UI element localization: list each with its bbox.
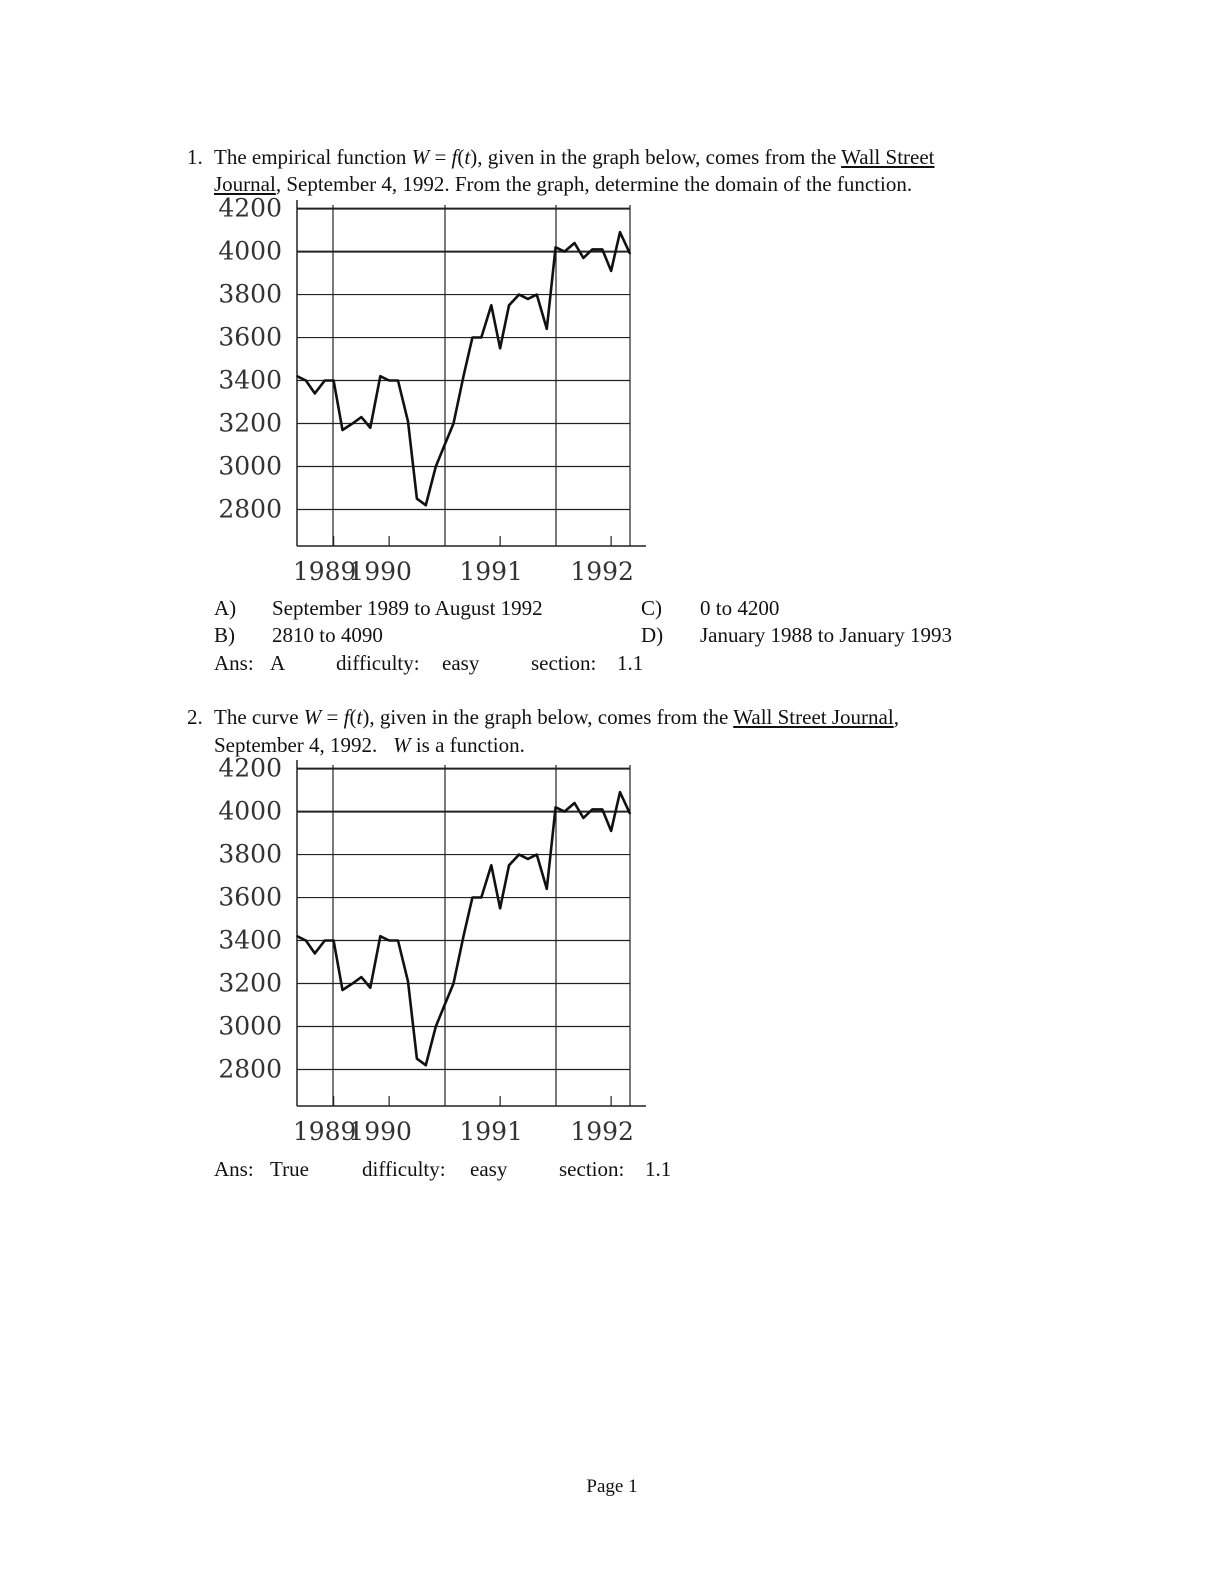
data-point <box>490 865 492 867</box>
question-1-line-2: Journal, September 4, 1992. From the graph, determine the domain of the function. <box>214 172 913 196</box>
choice-a-text: September 1989 to August 1992 <box>272 596 543 620</box>
data-point <box>361 976 363 978</box>
x-tick-label: 1989 <box>292 1117 357 1146</box>
question-1-ans-value: A <box>270 651 286 675</box>
data-point <box>397 380 399 382</box>
data-point <box>490 305 492 307</box>
x-tick-label: 1991 <box>459 557 523 586</box>
data-point <box>369 427 371 429</box>
data-point <box>536 294 538 296</box>
question-2-chart-svg <box>214 753 650 1146</box>
data-point <box>379 375 381 377</box>
choice-a-letter: A) <box>214 596 237 620</box>
data-point <box>610 270 612 272</box>
data-point <box>342 429 344 431</box>
data-point <box>416 498 418 500</box>
x-tick-label: 1992 <box>570 1117 634 1146</box>
x-tick-label: 1991 <box>459 1117 523 1146</box>
data-point <box>591 809 593 811</box>
data-point <box>369 987 371 989</box>
data-point <box>472 897 474 899</box>
question-2-difficulty-label: difficulty: <box>362 1157 446 1181</box>
y-tick-label: 4000 <box>218 796 282 826</box>
data-point <box>583 817 585 819</box>
data-point <box>305 940 307 942</box>
data-point <box>555 246 557 248</box>
data-point <box>361 416 363 418</box>
question-1-line-1: The empirical function W = f(t), given in the graph below, comes from the Wall Street <box>214 145 935 169</box>
source-journal-link: Wall Street Journal <box>733 705 894 729</box>
data-point <box>629 253 631 255</box>
x-tick-label: 1990 <box>348 1117 412 1146</box>
series-line <box>297 232 630 505</box>
question-2-section-label: section: <box>559 1157 625 1181</box>
data-point <box>425 504 427 506</box>
y-tick-label: 3800 <box>218 279 282 309</box>
question-2-difficulty-value: easy <box>470 1157 508 1181</box>
question-1-difficulty-value: easy <box>442 651 480 675</box>
data-point <box>425 1064 427 1066</box>
data-point <box>591 249 593 251</box>
data-point <box>536 854 538 856</box>
data-point <box>480 337 482 339</box>
x-tick-label: 1989 <box>292 557 357 586</box>
y-tick-label: 3000 <box>218 451 282 481</box>
choice-d-letter: D) <box>641 623 664 647</box>
choice-b-text: 2810 to 4090 <box>272 623 383 647</box>
data-point <box>324 940 326 942</box>
data-point <box>352 983 354 985</box>
data-point <box>518 294 520 296</box>
question-2-ans-value: True <box>270 1157 309 1181</box>
data-point <box>352 423 354 425</box>
data-point <box>564 251 566 253</box>
data-point <box>314 953 316 955</box>
data-point <box>296 375 298 377</box>
y-tick-label: 3200 <box>218 408 282 438</box>
x-tick-label: 1990 <box>348 557 412 586</box>
data-point <box>601 249 603 251</box>
data-point <box>314 393 316 395</box>
data-point <box>499 347 501 349</box>
question-1-ans-label: Ans: <box>214 651 254 675</box>
question-1-number: 1. <box>187 145 203 169</box>
question-1-section-label: section: <box>531 651 597 675</box>
data-point <box>342 989 344 991</box>
data-point <box>472 337 474 339</box>
question-1-section-value: 1.1 <box>617 651 644 675</box>
choice-d-text: January 1988 to January 1993 <box>700 623 952 647</box>
data-point <box>508 865 510 867</box>
y-tick-label: 3000 <box>218 1011 282 1041</box>
question-2-section-value: 1.1 <box>645 1157 672 1181</box>
data-point <box>416 1058 418 1060</box>
y-tick-label: 4000 <box>218 236 282 266</box>
choice-c-letter: C) <box>641 596 662 620</box>
data-point <box>388 380 390 382</box>
series-line <box>297 792 630 1065</box>
data-point <box>435 466 437 468</box>
y-tick-label: 3200 <box>218 968 282 998</box>
data-point <box>499 907 501 909</box>
question-2-number: 2. <box>187 705 203 729</box>
data-point <box>480 897 482 899</box>
choice-b-letter: B) <box>214 623 235 647</box>
question-2-line-1: The curve W = f(t), given in the graph below, comes from the Wall Street Journal, <box>214 705 899 729</box>
data-point <box>601 809 603 811</box>
data-point <box>333 380 335 382</box>
choice-c-text: 0 to 4200 <box>700 596 780 620</box>
data-point <box>379 935 381 937</box>
data-point <box>296 935 298 937</box>
data-point <box>564 811 566 813</box>
data-point <box>518 854 520 856</box>
y-tick-label: 3600 <box>218 882 282 912</box>
data-point <box>527 858 529 860</box>
question-2-chart <box>214 753 650 1146</box>
data-point <box>453 423 455 425</box>
data-point <box>435 1026 437 1028</box>
data-point <box>610 830 612 832</box>
question-2-line-2: September 4, 1992. W is a function. <box>214 733 525 757</box>
y-tick-label: 2800 <box>218 1054 282 1084</box>
data-point <box>305 380 307 382</box>
data-point <box>388 940 390 942</box>
source-journal-link: Wall Street <box>841 145 935 169</box>
y-tick-label: 3800 <box>218 839 282 869</box>
data-point <box>574 242 576 244</box>
y-tick-label: 4200 <box>218 193 282 223</box>
y-tick-label: 3400 <box>218 365 282 395</box>
data-point <box>629 813 631 815</box>
data-point <box>444 1004 446 1006</box>
y-tick-label: 4200 <box>218 753 282 783</box>
data-point <box>619 231 621 233</box>
data-point <box>407 981 409 983</box>
data-point <box>546 328 548 330</box>
data-point <box>527 298 529 300</box>
question-1-chart-svg <box>214 193 650 586</box>
data-point <box>555 806 557 808</box>
question-1-difficulty-label: difficulty: <box>336 651 420 675</box>
data-point <box>508 305 510 307</box>
y-tick-label: 3400 <box>218 925 282 955</box>
data-point <box>397 940 399 942</box>
data-point <box>546 888 548 890</box>
page-number: Page 1 <box>586 1476 638 1497</box>
data-point <box>583 257 585 259</box>
data-point <box>407 421 409 423</box>
data-point <box>453 983 455 985</box>
y-tick-label: 3600 <box>218 322 282 352</box>
x-tick-label: 1992 <box>570 557 634 586</box>
data-point <box>619 791 621 793</box>
data-point <box>324 380 326 382</box>
data-point <box>463 375 465 377</box>
data-point <box>574 802 576 804</box>
data-point <box>444 444 446 446</box>
data-point <box>463 935 465 937</box>
data-point <box>333 940 335 942</box>
question-1-chart <box>214 193 650 586</box>
question-2-ans-label: Ans: <box>214 1157 254 1181</box>
y-tick-label: 2800 <box>218 494 282 524</box>
